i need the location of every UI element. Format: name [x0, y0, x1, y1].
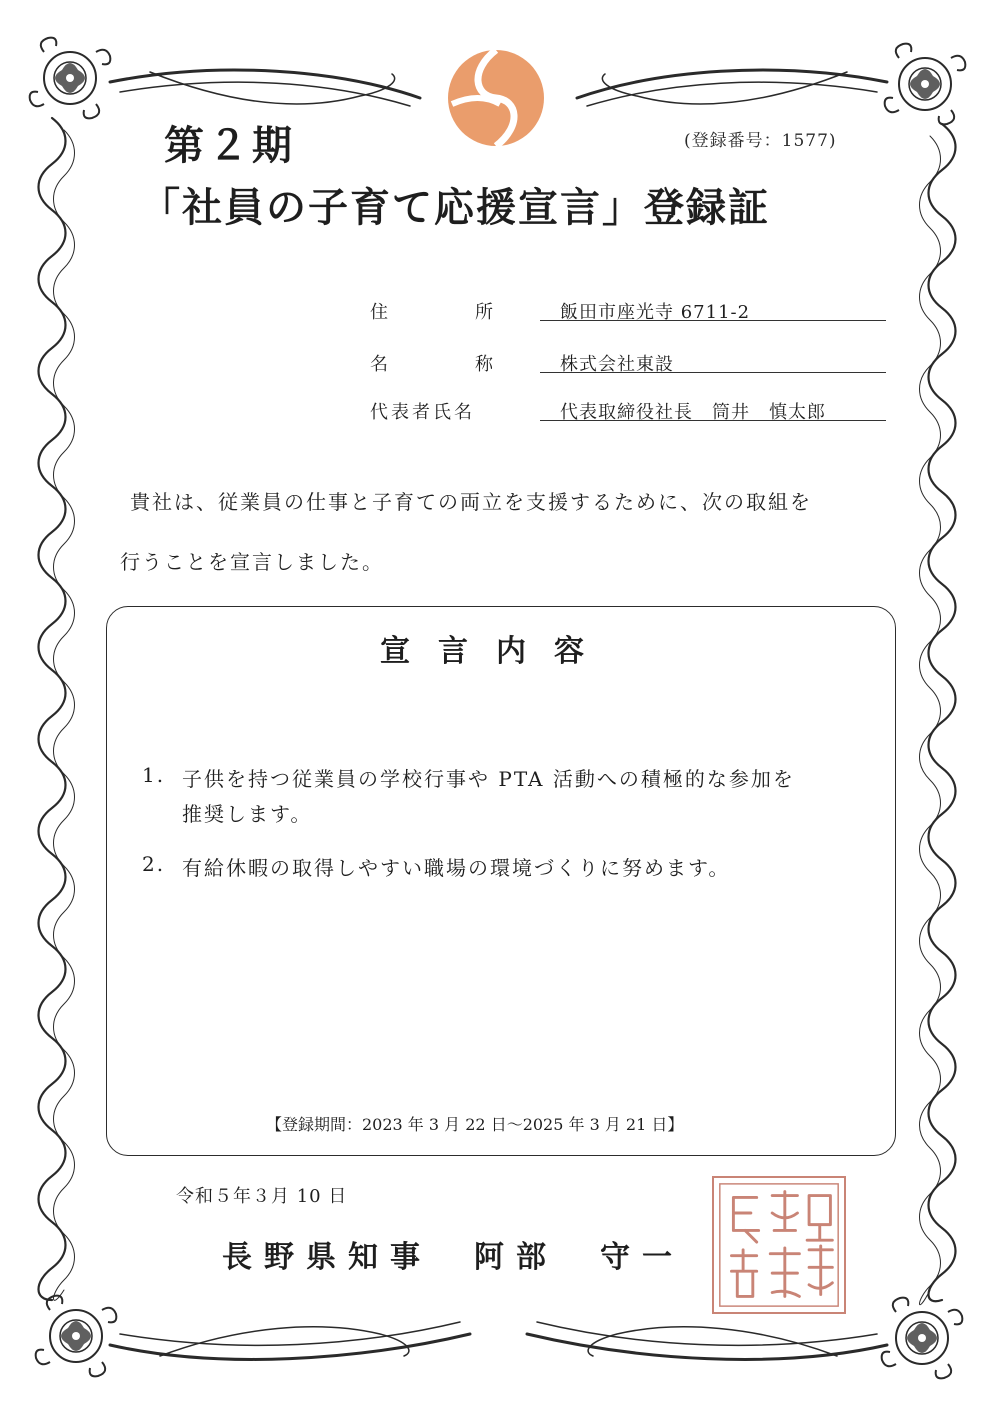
- representative-label: 代表者氏名: [370, 402, 475, 423]
- term-label: 第２期: [164, 122, 296, 169]
- address-value: 飯田市座光寺 6711-2: [560, 302, 751, 323]
- issue-date: 令和５年３月 10 日: [176, 1186, 348, 1207]
- item-2-number: 2.: [142, 852, 166, 876]
- registration-period: 【登録期間：2023 年 3 月 22 日～2025 年 3 月 21 日】: [266, 1115, 684, 1134]
- registration-number: (登録番号：1577): [684, 131, 837, 151]
- intro-line-1: 貴社は、従業員の仕事と子育ての両立を支援するために、次の取組を: [130, 490, 812, 514]
- declaration-heading: 宣言内容: [380, 634, 612, 669]
- address-label: 住 所: [370, 302, 496, 323]
- issuer-name: 長野県知事 阿部 守一: [222, 1240, 684, 1275]
- item-1-number: 1.: [142, 763, 166, 787]
- official-seal: [712, 1176, 846, 1314]
- intro-line-2: 行うことを宣言しました。: [120, 550, 384, 574]
- item-2-text: 有給休暇の取得しやすい職場の環境づくりに努めます。: [182, 856, 731, 880]
- address-underline: [540, 320, 886, 321]
- declaration-box: [106, 606, 896, 1156]
- item-1-text-cont: 推奨します。: [182, 802, 313, 826]
- name-underline: [540, 372, 886, 373]
- organization-logo: [448, 50, 544, 146]
- name-value: 株式会社東設: [560, 354, 674, 375]
- representative-value: 代表取締役社長 筒井 慎太郎: [560, 402, 826, 423]
- name-label: 名 称: [370, 354, 496, 375]
- representative-underline: [540, 420, 886, 421]
- item-1-text: 子供を持つ従業員の学校行事や PTA 活動への積極的な参加を: [182, 767, 795, 791]
- certificate-title: 「社員の子育て応援宣言」登録証: [140, 184, 770, 231]
